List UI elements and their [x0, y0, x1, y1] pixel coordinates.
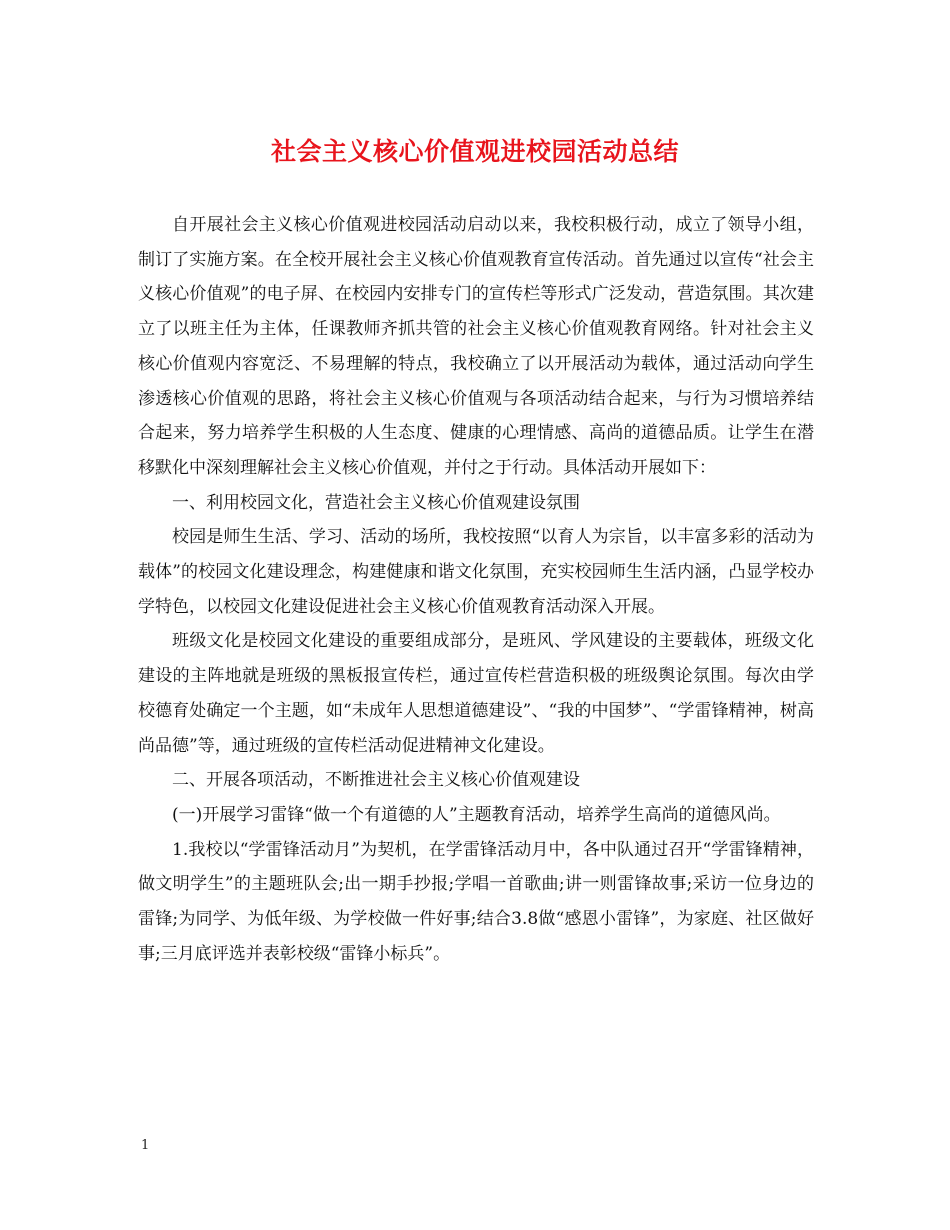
paragraph-campus-culture: 校园是师生生活、学习、活动的场所，我校按照“以育人为宗旨，以丰富多彩的活动为载体”的校园文化建设理念，构建健康和谐文化氛围，充实校园师生生活内涵，凸显学校办学特色，以校园文化建设促进社会主义核心价值观教育活动深入开展。 — [138, 527, 814, 617]
paragraph-leifeng-activities: 1.我校以“学雷锋活动月”为契机，在学雷锋活动月中，各中队通过召开“学雷锋精神，做文明学生”的主题班队会;出一期手抄报;学唱一首歌曲;讲一则雷锋故事;采访一位身边的雷锋;为同学、为低年级、为学校做一件好事;结合3.8做“感恩小雷锋”，为家庭、社区做好事;三月底评选并表彰校级“雷锋小标兵”。 — [138, 839, 814, 964]
page-number: 1 — [141, 1138, 150, 1153]
subsection-heading-1: (一)开展学习雷锋“做一个有道德的人”主题教育活动，培养学生高尚的道德风尚。 — [172, 804, 781, 825]
paragraph-intro: 自开展社会主义核心价值观进校园活动启动以来，我校积极行动，成立了领导小组，制订了实施方案。在全校开展社会主义核心价值观教育宣传活动。首先通过以宣传“社会主义核心价值观”的电子屏、在校园内安排专门的宣传栏等形式广泛发动，营造氛围。其次建立了以班主任为主体，任课教师齐抓共管的社会主义核心价值观教育网络。针对社会主义核心价值观内容宽泛、不易理解的特点，我校确立了以开展活动为载体，通过活动向学生渗透核心价值观的思路，将社会主义核心价值观与各项活动结合起来，与行为习惯培养结合起来，努力培养学生积极的人生态度、健康的心理情感、高尚的道德品质。让学生在潜移默化中深刻理解社会主义核心价值观，并付之于行动。具体活动开展如下： — [138, 215, 814, 478]
section-heading-2: 二、开展各项活动，不断推进社会主义核心价值观建设 — [172, 770, 580, 791]
page-title: 社会主义核心价值观进校园活动总结 — [270, 137, 679, 166]
paragraph-class-culture: 班级文化是校园文化建设的重要组成部分，是班风、学风建设的主要载体，班级文化建设的主阵地就是班级的黑板报宣传栏，通过宣传栏营造积极的班级舆论氛围。每次由学校德育处确定一个主题，如“未成年人思想道德建设”、“我的中国梦”、“学雷锋精神，树高尚品德”等，通过班级的宣传栏活动促进精神文化建设。 — [138, 631, 814, 756]
section-heading-1: 一、利用校园文化，营造社会主义核心价值观建设氛围 — [172, 492, 580, 513]
document-body — [138, 208, 814, 971]
